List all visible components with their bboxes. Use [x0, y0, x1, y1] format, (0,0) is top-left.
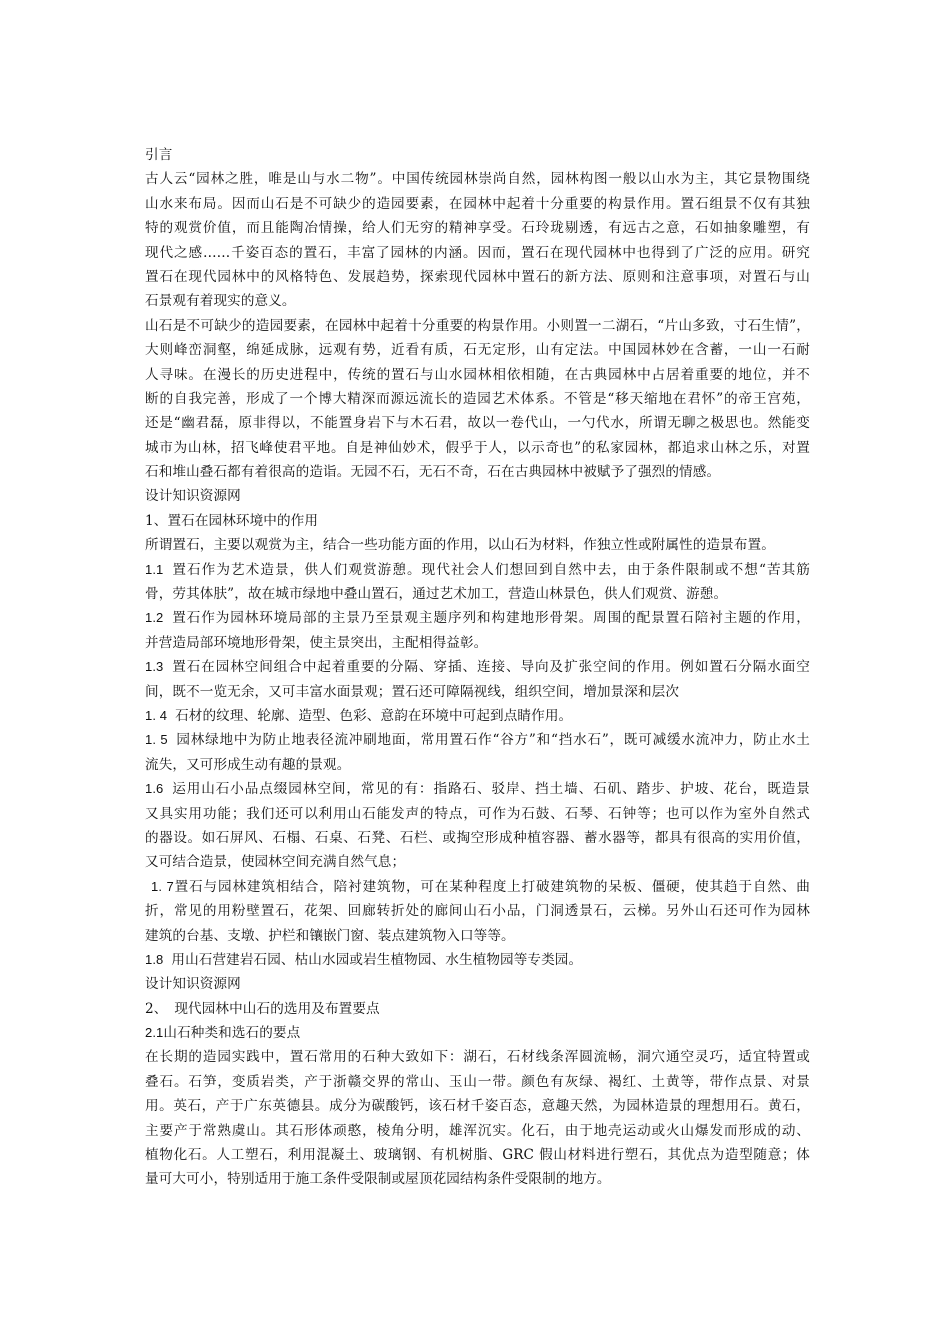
item-number: 1. 5	[145, 732, 168, 748]
paragraph-line	[145, 241, 810, 265]
line-text: 叠石。石笋，变质岩类，产于浙赣交界的常山、玉山一带。颜色有灰绿、褐红、土黄等，带作点景、对景	[145, 1073, 810, 1090]
paragraph-line	[145, 1119, 810, 1143]
paragraph-line	[145, 460, 810, 484]
item-number: 1.6	[145, 781, 164, 797]
list-item-line	[145, 753, 810, 777]
list-item-line	[145, 777, 810, 801]
line-text: 置石在园林空间组合中起着重要的分隔、穿插、连接、导向及扩张空间的作用。例如置石分隔水面空	[171, 659, 810, 676]
line-text: 园林绿地中为防止地表径流冲刷地面，常用置石作“谷方”和“挡水石”，既可减缓水流冲力，防止水土	[175, 732, 810, 749]
paragraph-line	[145, 289, 810, 313]
paragraph-line	[145, 533, 810, 557]
line-text: 断的自我完善，形成了一个博大精深而源远流长的造园艺术体系。不管是“移天缩地在君怀”的帝王宫苑，	[145, 390, 810, 407]
paragraph-line	[145, 314, 810, 338]
line-text: 间，既不一览无余，又可丰富水面景观；置石还可障隔视线，组织空间，增加景深和层次	[145, 683, 680, 700]
paragraph-line	[145, 411, 810, 435]
document-body	[145, 143, 810, 1192]
line-text: 主要产于常熟虞山。其石形体顽憨，棱角分明，雄浑沉实。化石，由于地壳运动或火山爆发而形成的动、	[145, 1122, 810, 1139]
list-item-line	[145, 899, 810, 923]
line-text: 山水来布局。因而山石是不可缺少的造园要素，在园林中起着十分重要的构景作用。置石组景不仅有其独	[145, 195, 810, 212]
paragraph-line	[145, 363, 810, 387]
paragraph-line	[145, 1045, 810, 1069]
line-text: 又可结合造景，使园林空间充满自然气息；	[145, 854, 406, 871]
line-text: 用山石营建岩石园、枯山水园或岩生植物园、水生植物园等专类园。	[171, 951, 583, 968]
paragraph-line	[145, 216, 810, 240]
paragraph-line	[145, 387, 810, 411]
list-item-line	[145, 924, 810, 948]
line-text: 还是“幽君磊，原非得以，不能置身岩下与木石君，故以一卷代山，一勺代水，所谓无聊之极思也。然能变	[145, 415, 810, 432]
line-text: 山石是不可缺少的造园要素，在园林中起着十分重要的构景作用。小则置一二湖石，“片山多致，寸石生情”，	[145, 317, 810, 334]
line-text: 石景观有着现实的意义。	[145, 293, 296, 310]
paragraph-line	[145, 436, 810, 460]
list-item-line	[145, 1021, 810, 1045]
item-number: 1.8	[145, 951, 164, 967]
section-heading: 2、 现代园林中山石的选用及布置要点	[145, 1000, 380, 1017]
line-text: 特的观赏价值，而且能陶冶情操，给人们无穷的精神享受。石玲珑剔透，有远古之意，石如抽象雕塑，有	[145, 220, 810, 237]
line-text: 的器设。如石屏风、石榻、石桌、石凳、石栏、或掏空形成种植容器、蓄水器等，都具有很高的实用价值，	[145, 829, 810, 846]
list-item-line	[145, 850, 810, 874]
list-item-line	[145, 802, 810, 826]
item-number: 1.1	[145, 561, 164, 577]
section-heading: 设计知识资源网	[145, 488, 241, 505]
line-text: 置石作为艺术造景，供人们观赏游憩。现代社会人们想回到自然中去，由于条件限制或不想“苦其筋	[171, 561, 810, 578]
list-item-line	[145, 631, 810, 655]
list-item-line	[145, 875, 810, 899]
line-text: 并营造局部环境地形骨架，使主景突出，主配相得益彰。	[145, 634, 488, 651]
list-item-line	[145, 728, 810, 752]
list-item-line	[145, 606, 810, 630]
paragraph-line	[145, 1094, 810, 1118]
line-text: 城市为山林，招飞峰使君平地。自是神仙妙术，假乎于人，以示奇也”的私家园林，都追求山林之乐，对置	[145, 439, 810, 456]
line-text: 植物化石。人工塑石，利用混凝土、玻璃钢、有机树脂、GRC 假山材料进行塑石，其优点为造型随意；体	[145, 1147, 810, 1164]
line-text: 又具实用功能；我们还可以利用山石能发声的特点，可作为石鼓、石琴、石钟等；也可以作为室外自然式	[145, 805, 810, 822]
paragraph-line	[145, 338, 810, 362]
line-text: 用。英石，产于广东英德县。成分为碳酸钙，该石材千姿百态，意趣天然，为园林造景的理想用石。黄石，	[145, 1098, 810, 1115]
line-text: 建筑的台基、支墩、护栏和镶嵌门窗、装点建筑物入口等等。	[145, 927, 515, 944]
line-text: 石材的纹理、轮廓、造型、色彩、意韵在环境中可起到点睛作用。	[175, 707, 573, 724]
line-text: 流失，又可形成生动有趣的景观。	[145, 756, 351, 773]
paragraph-line	[145, 1143, 810, 1167]
item-number: 1. 7	[151, 878, 174, 894]
item-number: 1. 4	[145, 707, 168, 723]
item-number: 2.1	[145, 1025, 164, 1041]
list-item-line	[145, 558, 810, 582]
section-heading: 引言	[145, 147, 173, 163]
line-text: 古人云“园林之胜，唯是山与水二物”。中国传统园林崇尚自然，园林构图一般以山水为主，其它景物围绕	[145, 171, 810, 188]
line-text: 置石在现代园林中的风格特色、发展趋势，探索现代园林中置石的新方法、原则和注意事项，对置石与山	[145, 268, 810, 285]
paragraph-line	[145, 265, 810, 289]
line-text: 置石与园林建筑相结合，陪衬建筑物，可在某种程度上打破建筑物的呆板、僵硬，使其趋于自然、曲	[173, 878, 810, 895]
list-item-line	[145, 582, 810, 606]
line-text: 人寻味。在漫长的历史进程中，传统的置石与山水园林相依相随，在古典园林中占居着重要的地位，并不	[145, 366, 810, 383]
list-item-line	[145, 655, 810, 679]
paragraph-line	[145, 167, 810, 191]
paragraph-line	[145, 192, 810, 216]
paragraph-line	[145, 1070, 810, 1094]
item-number: 1.3	[145, 659, 164, 675]
line-text: 运用山石小品点缀园林空间，常见的有：指路石、驳岸、挡土墙、石矶、踏步、护坡、花台，既造景	[171, 781, 810, 798]
line-text: 石和堆山叠石都有着很高的造诣。无园不石，无石不奇，石在古典园林中被赋予了强烈的情感。	[145, 464, 721, 481]
paragraph-line	[145, 1167, 810, 1191]
line-text: 现代之感……千姿百态的置石，丰富了园林的内涵。因而，置石在现代园林中也得到了广泛的应用。研究	[145, 244, 810, 261]
section-heading: 设计知识资源网	[145, 976, 241, 993]
line-text: 置石作为园林环境局部的主景乃至景观主题序列和构建地形骨架。周围的配景置石陪衬主题的作用，	[171, 610, 810, 627]
list-item-line	[145, 826, 810, 850]
item-number: 1.2	[145, 610, 164, 626]
line-text: 在长期的造园实践中，置石常用的石种大致如下：湖石，石材线条浑圆流畅，洞穴通空灵巧，适宜特置或	[145, 1049, 810, 1066]
list-item-line	[145, 704, 810, 728]
line-text: 山石种类和选石的要点	[163, 1025, 301, 1042]
list-item-line	[145, 948, 810, 972]
line-text: 量可大可小，特别适用于施工条件受限制或屋顶花园结构条件受限制的地方。	[145, 1171, 611, 1188]
list-item-line	[145, 680, 810, 704]
line-text: 骨，劳其体肤”，故在城市绿地中叠山置石，通过艺术加工，营造山林景色，供人们观赏、游憩。	[145, 586, 728, 603]
section-heading: 1、置石在园林环境中的作用	[145, 512, 319, 529]
line-text: 大则峰峦洞壑，绵延成脉，远观有势，近看有质，石无定形，山有定法。中国园林妙在含蓄，一山一石耐	[145, 342, 810, 359]
line-text: 所谓置石，主要以观赏为主，结合一些功能方面的作用，以山石为材料，作独立性或附属性的造景布置。	[145, 537, 775, 554]
line-text: 折，常见的用粉壁置石，花架、回廊转折处的廊间山石小品，门洞透景石，云梯。另外山石还可作为园林	[145, 903, 810, 920]
